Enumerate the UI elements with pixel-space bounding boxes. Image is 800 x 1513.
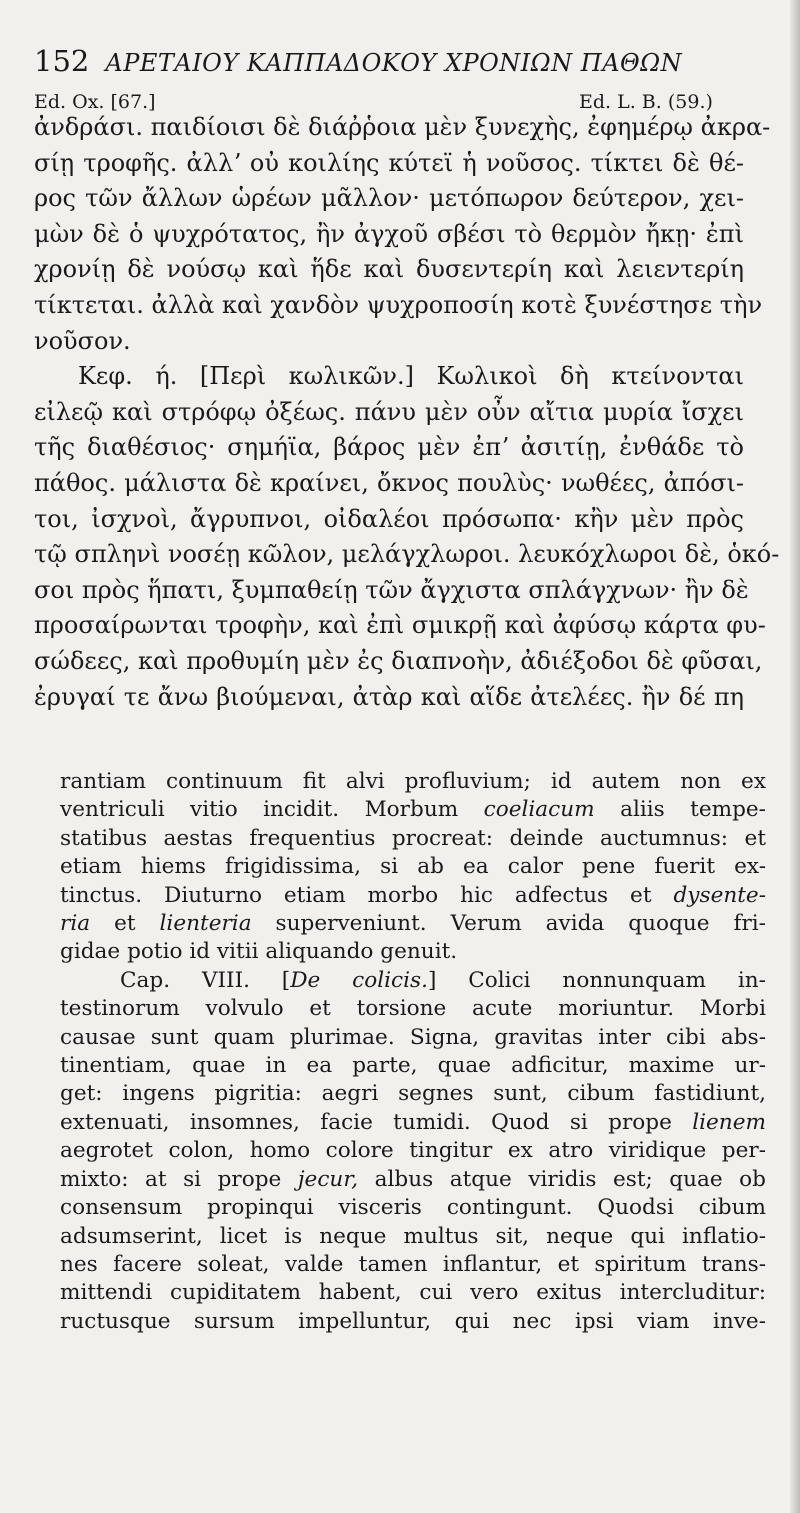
latin-line: aegrotet colon, homo colore tingitur ex atro viridique per-	[60, 1138, 766, 1164]
latin-text: Cap. VIII. [	[120, 967, 291, 993]
greek-line: χρονίῃ δὲ νούσῳ καὶ ἥδε καὶ δυσεντερίη καὶ λειεντερίη	[34, 255, 744, 284]
greek-line: ἐρυγαί τε ἄνω βιούμεναι, ἀτὰρ καὶ αἵδε ἀτελέες. ἢν δέ πη	[34, 682, 744, 711]
latin-italic-term: dysente-	[673, 882, 767, 908]
latin-line: get: ingens pigritia: aegri segnes sunt, cibum fastidiunt,	[60, 1081, 766, 1107]
latin-line: etiam hiems frigidissima, si ab ea calor pene fuerit ex-	[60, 854, 766, 880]
greek-line: τῆς διαθέσιος· σημήϊα, βάρος μὲν ἐπʼ ἀσιτίῃ, ἐνθάδε τὸ	[34, 433, 744, 462]
latin-line	[60, 882, 766, 910]
greek-chapter-heading-line: Κεφ. ή. [Περὶ κωλικῶν.] Κωλικοὶ δὴ κτείνονται	[78, 362, 744, 391]
latin-text: ] Colici nonnunquam in-	[428, 967, 766, 993]
latin-text: mixto: at si prope	[60, 1166, 282, 1192]
latin-chapter-heading-line	[60, 967, 766, 995]
latin-line: testinorum volvulo et torsione acute moriuntur. Morbi	[60, 996, 766, 1022]
greek-text-block	[34, 110, 780, 715]
page-edge-shadow	[790, 0, 800, 1513]
greek-line: μὼν δὲ ὁ ψυχρότατος, ἢν ἀγχοῦ σβέσι τὸ θερμὸν ἤκῃ· ἐπὶ	[34, 219, 744, 248]
page-number: 152	[34, 44, 90, 78]
latin-line: ructusque sursum impelluntur, qui nec ipsi viam inve-	[60, 1308, 766, 1334]
latin-line: rantiam continuum fit alvi profluvium; id autem non ex	[60, 769, 766, 794]
greek-line: σώδεες, καὶ προθυμίη μὲν ἐς διαπνοὴν, ἀδιέξοδοι δὲ φῦσαι,	[34, 646, 763, 675]
latin-italic-term: jecur,	[297, 1166, 359, 1192]
latin-line	[60, 1109, 766, 1137]
greek-line: νοῦσον.	[34, 326, 131, 355]
latin-italic-term: lienem	[692, 1109, 766, 1135]
latin-text: extenuati, insomnes, facie tumidi. Quod si prope	[60, 1109, 672, 1135]
greek-line: σοι πρὸς ἥπατι, ξυμπαθείῃ τῶν ἄγχιστα σπλάγχνων· ἢν δὲ	[34, 575, 749, 604]
latin-line: adsumserint, licet is neque multus sit, neque qui inflatio-	[60, 1223, 766, 1249]
latin-line	[60, 910, 766, 938]
latin-line: consensum propinqui visceris contingunt. Quodsi cibum	[60, 1195, 766, 1221]
greek-line: τῷ σπληνὶ νοσέῃ κῶλον, μελάγχλωροι. λευκόχλωροι δὲ, ὁκό-	[34, 540, 780, 569]
greek-line: προσαίρωνται τροφὴν, καὶ ἐπὶ σμικρῇ καὶ ἀφύσῳ κάρτα φυ-	[34, 611, 766, 640]
latin-text: et	[114, 911, 136, 937]
latin-text: albus atque viridis est; quae ob	[374, 1166, 766, 1192]
latin-translation-block	[60, 768, 766, 1336]
latin-line: causae sunt quam plurimae. Signa, gravitas inter cibi abs-	[60, 1024, 766, 1050]
latin-text: superveniunt. Verum avida quoque fri-	[275, 911, 766, 937]
greek-line: τοι, ἰσχνοὶ, ἄγρυπνοι, οἰδαλέοι πρόσωπα· κἢν μὲν πρὸς	[34, 504, 744, 533]
latin-chapter-title: De colicis.	[290, 967, 428, 993]
latin-italic-term: lienteria	[159, 911, 252, 937]
running-title: ΑΡΕΤΑΙΟΥ ΚΑΠΠΑΔΟΚΟΥ ΧΡΟΝΙΩΝ ΠΑΘΩΝ	[105, 49, 683, 77]
greek-line: τίκτεται. ἀλλὰ καὶ χανδὸν ψυχροποσίη κοτὲ ξυνέστησε τὴν	[34, 290, 763, 319]
latin-line	[60, 1166, 766, 1194]
latin-line: tinentiam, quae in ea parte, quae adficitur, maxime ur-	[60, 1053, 766, 1079]
latin-line: mittendi cupiditatem habent, cui vero exitus intercluditur:	[60, 1280, 766, 1306]
running-header	[34, 44, 734, 80]
edition-reference-right: Ed. L. B. (59.)	[579, 91, 713, 113]
edition-reference-left: Ed. Ox. [67.]	[34, 91, 156, 113]
latin-line	[60, 796, 766, 824]
greek-line: ἀνδράσι. παιδίοισι δὲ διάῤῥοια μὲν ξυνεχὴς, ἐφημέρῳ ἀκρα-	[34, 113, 771, 141]
greek-line: πάθος. μάλιστα δὲ κραίνει, ὄκνος πουλὺς· νωθέες, ἀπόσι-	[34, 468, 744, 497]
greek-line: εἰλεῷ καὶ στρόφῳ ὀξέως. πάνυ μὲν οὖν αἴτια μυρία ἴσχει	[34, 397, 744, 426]
greek-line: σίῃ τροφῆς. ἀλλʼ οὐ κοιλίης κύτεϊ ἡ νοῦσος. τίκτει δὲ θέ-	[34, 148, 744, 177]
latin-italic-term: coeliacum	[483, 797, 595, 823]
latin-italic-term: ria	[60, 911, 91, 937]
latin-text: aliis tempe-	[620, 797, 766, 823]
greek-line: ρος τῶν ἄλλων ὡρέων μᾶλλον· μετόπωρον δεύτερον, χει-	[34, 184, 744, 213]
latin-line: statibus aestas frequentius procreat: deinde auctumnus: et	[60, 825, 766, 851]
latin-text: tinctus. Diuturno etiam morbo hic adfectus et	[60, 882, 652, 908]
latin-text: ventriculi vitio incidit. Morbum	[60, 797, 459, 823]
latin-line: gidae potio id vitii aliquando genuit.	[60, 939, 458, 965]
latin-line: nes facere soleat, valde tamen inflantur, et spiritum trans-	[60, 1251, 766, 1277]
